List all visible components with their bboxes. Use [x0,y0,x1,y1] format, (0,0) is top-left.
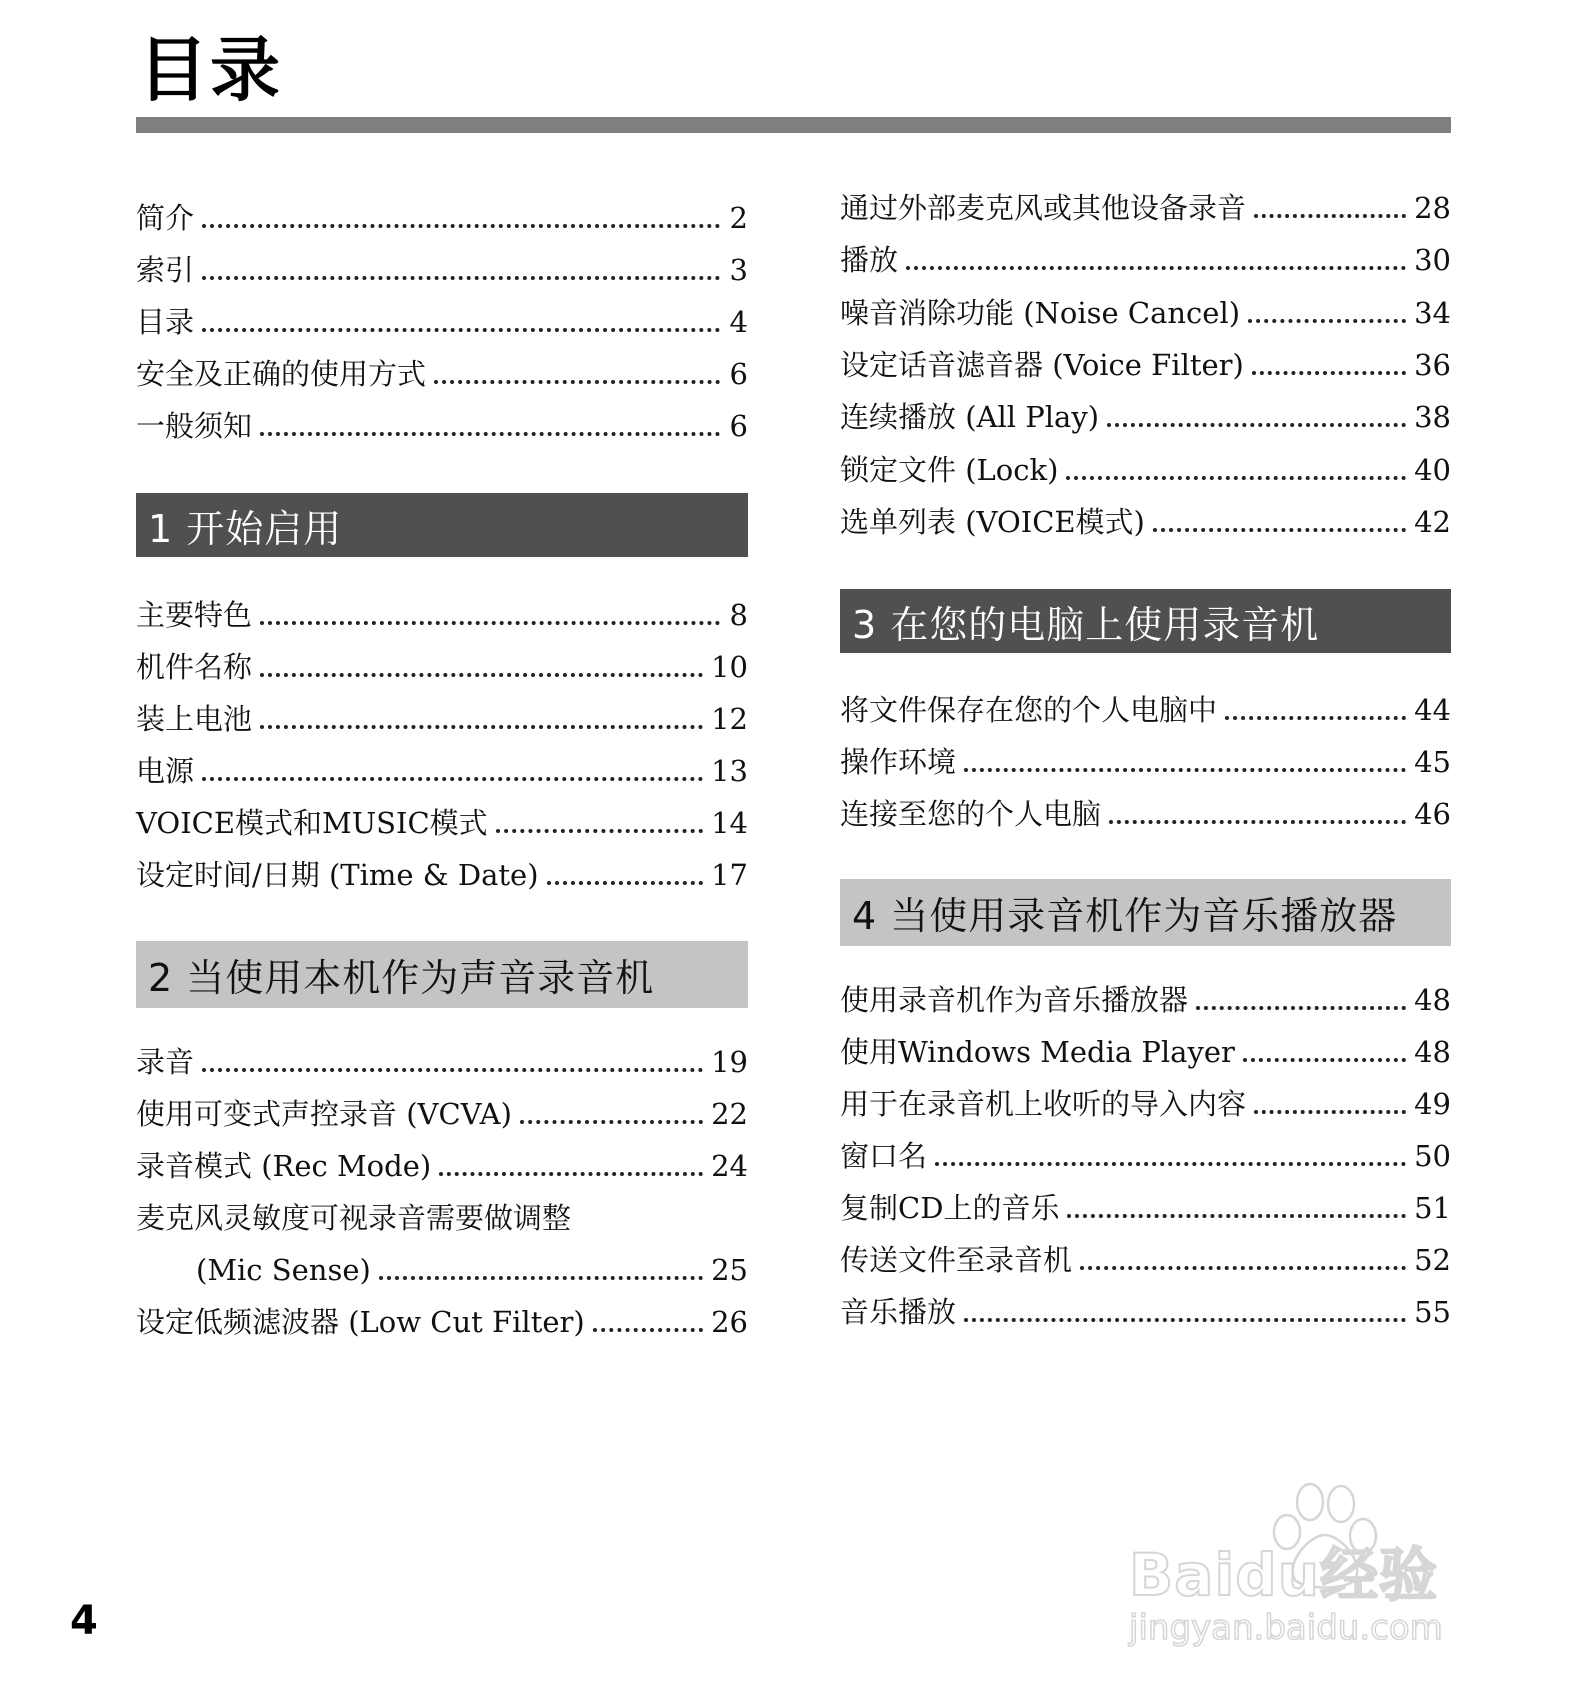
toc-entry[interactable]: 使用Windows Media Player 48 [840,1035,1451,1069]
dot-leader [202,276,720,280]
page-title: 目录 [138,29,282,111]
dot-leader [1254,214,1406,218]
dot-leader [1196,1006,1406,1010]
dot-leader [496,829,703,833]
toc-entry[interactable]: 电源 13 [136,754,748,788]
dot-leader [260,621,720,625]
toc-entry[interactable]: 麦克风灵敏度可视录音需要做调整 [136,1201,572,1235]
section-header-3[interactable]: 3 在您的电脑上使用录音机 [840,589,1451,653]
dot-leader [260,725,703,729]
toc-entry[interactable]: VOICE模式和MUSIC模式 14 [136,806,748,840]
toc-entry[interactable]: 使用录音机作为音乐播放器 48 [840,983,1451,1017]
right-column [840,0,1451,1400]
toc-entry-safety[interactable]: 安全及正确的使用方式 6 [136,357,748,391]
toc-entry[interactable]: 机件名称 10 [136,650,748,684]
toc-entry[interactable]: 复制CD上的音乐 51 [840,1191,1451,1225]
dot-leader [260,673,703,677]
dot-leader [1248,319,1406,323]
dot-leader [260,432,720,436]
dot-leader [593,1328,703,1332]
toc-entry[interactable]: 音乐播放 55 [840,1295,1451,1329]
toc-entry-general-notes[interactable]: 一般须知 6 [136,409,748,443]
toc-entry[interactable]: 操作环境 45 [840,745,1451,779]
toc-entry[interactable]: 连接至您的个人电脑 46 [840,797,1451,831]
watermark-brand: Baidu经验 [1129,1541,1439,1609]
dot-leader [202,224,720,228]
section-header-4[interactable]: 4 当使用录音机作为音乐播放器 [840,879,1451,946]
toc-entry[interactable]: 传送文件至录音机 52 [840,1243,1451,1277]
toc-entry[interactable]: 设定时间/日期 (Time & Date) 17 [136,858,748,892]
dot-leader [1066,476,1406,480]
dot-leader [935,1162,1406,1166]
toc-entry[interactable]: 播放 30 [840,243,1451,277]
toc-entry[interactable]: 将文件保存在您的个人电脑中 44 [840,693,1451,727]
dot-leader [1225,716,1406,720]
dot-leader [1080,1266,1406,1270]
dot-leader [1067,1214,1406,1218]
dot-leader [434,380,720,384]
toc-entry[interactable]: 录音模式 (Rec Mode) 24 [136,1149,748,1183]
toc-entry[interactable]: 装上电池 12 [136,702,748,736]
toc-entry[interactable]: 噪音消除功能 (Noise Cancel) 34 [840,296,1451,330]
toc-entry[interactable]: 选单列表 (VOICE模式) 42 [840,505,1451,539]
dot-leader [1252,371,1406,375]
dot-leader [202,777,703,781]
toc-entry-index[interactable]: 索引 3 [136,253,748,287]
toc-entry[interactable]: 使用可变式声控录音 (VCVA) 22 [136,1097,748,1131]
dot-leader [1254,1110,1406,1114]
dot-leader [547,881,704,885]
page-number: 4 [70,1598,98,1644]
toc-entry[interactable]: 用于在录音机上收听的导入内容 49 [840,1087,1451,1121]
toc-entry[interactable]: 通过外部麦克风或其他设备录音 28 [840,191,1451,225]
toc-entry[interactable]: (Mic Sense) 25 [196,1253,748,1287]
left-column [136,0,748,1400]
dot-leader [1153,528,1406,532]
dot-leader [964,1318,1406,1322]
toc-entry[interactable]: 录音 19 [136,1045,748,1079]
dot-leader [202,1068,703,1072]
watermark-url: jingyan.baidu.com [1129,1608,1443,1648]
dot-leader [1243,1058,1406,1062]
dot-leader [202,328,720,332]
toc-entry[interactable]: 主要特色 8 [136,598,748,632]
toc-entry[interactable]: 连续播放 (All Play) 38 [840,400,1451,434]
dot-leader [1109,820,1406,824]
toc-entry-contents[interactable]: 目录 4 [136,305,748,339]
dot-leader [379,1276,703,1280]
dot-leader [439,1172,703,1176]
toc-entry-intro[interactable]: 简介 2 [136,201,748,235]
baidu-watermark [1125,1460,1505,1648]
dot-leader [906,266,1406,270]
section-header-1[interactable]: 1 开始启用 [136,493,748,557]
toc-entry[interactable]: 设定低频滤波器 (Low Cut Filter) 26 [136,1305,748,1339]
dot-leader [1107,423,1406,427]
dot-leader [964,768,1406,772]
toc-entry[interactable]: 窗口名 50 [840,1139,1451,1173]
dot-leader [520,1120,703,1124]
section-header-2[interactable]: 2 当使用本机作为声音录音机 [136,941,748,1008]
toc-entry[interactable]: 设定话音滤音器 (Voice Filter) 36 [840,348,1451,382]
toc-entry[interactable]: 锁定文件 (Lock) 40 [840,453,1451,487]
